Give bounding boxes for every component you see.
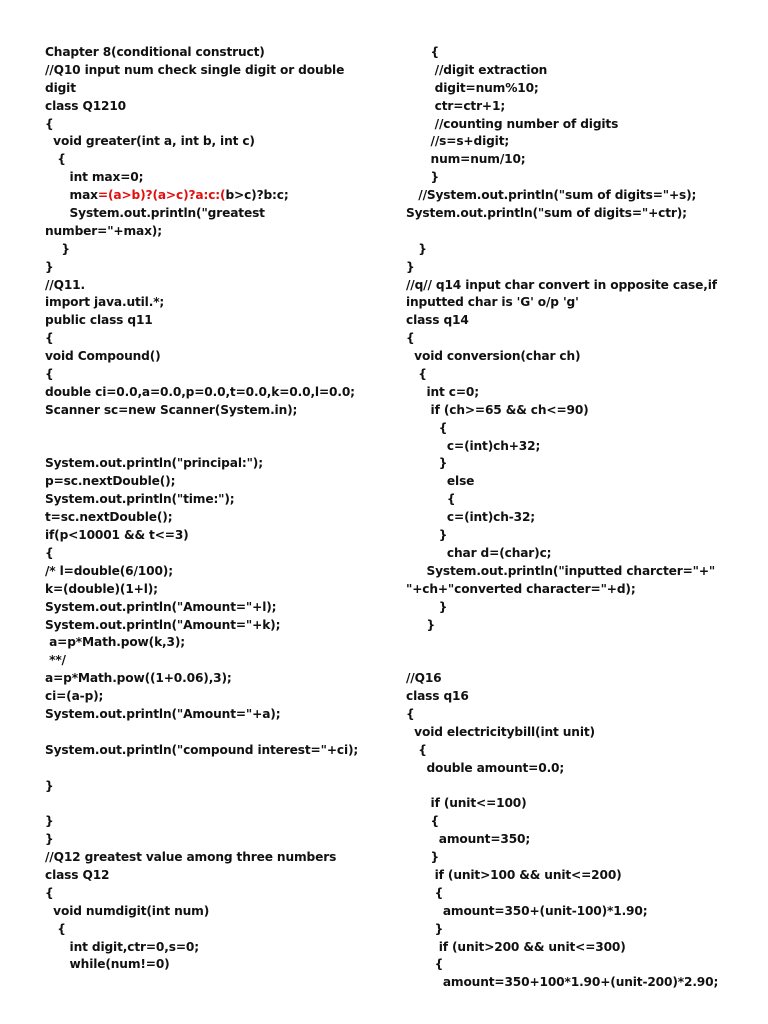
- code-line: //System.out.println("sum of digits="+s);: [406, 188, 697, 203]
- left-code-column: [45, 44, 365, 974]
- code-line: if (unit>200 && unit<=300): [406, 939, 626, 954]
- code-line: System.out.println("time:");: [45, 492, 235, 507]
- code-line: public class q11: [45, 313, 153, 328]
- code-line: number="+max);: [45, 223, 162, 238]
- code-line: {: [406, 331, 415, 346]
- code-line: {: [406, 367, 427, 382]
- code-line: if (unit>100 && unit<=200): [406, 867, 622, 882]
- code-line: }: [45, 259, 54, 274]
- code-line: void greater(int a, int b, int c): [45, 134, 255, 149]
- code-line: a=p*Math.pow((1+0.06),3);: [45, 671, 232, 686]
- code-line: Chapter 8(conditional construct): [45, 45, 265, 59]
- code-line: [45, 420, 365, 438]
- code-line: void numdigit(int num): [45, 903, 210, 918]
- code-line: [45, 795, 365, 813]
- right-code-column: [406, 44, 746, 992]
- code-line: [45, 438, 365, 456]
- code-line: [406, 652, 746, 670]
- code-line: {: [406, 814, 440, 829]
- code-line: class q14: [406, 313, 469, 328]
- code-line: //s=s+digit;: [406, 134, 510, 149]
- code-line: }: [45, 832, 54, 847]
- code-line: void conversion(char ch): [406, 349, 581, 364]
- code-line: {: [45, 152, 66, 167]
- code-line: num=num/10;: [406, 152, 526, 167]
- code-line: k=(double)(1+l);: [45, 581, 158, 596]
- code-line: }: [45, 778, 54, 793]
- code-line: **/: [45, 653, 66, 668]
- code-line: a=p*Math.pow(k,3);: [45, 635, 185, 650]
- code-line: System.out.println("principal:");: [45, 456, 263, 471]
- code-line: if (ch>=65 && ch<=90): [406, 402, 589, 417]
- code-line: while(num!=0): [45, 957, 170, 972]
- code-line: int max=0;: [45, 170, 144, 185]
- code-line: ci=(a-p);: [45, 689, 104, 704]
- code-line: c=(int)ch-32;: [406, 510, 536, 525]
- code-line: [406, 223, 746, 241]
- code-line: {: [45, 545, 54, 560]
- code-line: class Q12: [45, 867, 110, 882]
- code-line: System.out.println("Amount="+l);: [45, 599, 277, 614]
- code-line: void Compound(): [45, 349, 161, 364]
- code-line: digit=num%10;: [406, 80, 539, 95]
- code-line: }: [406, 528, 448, 543]
- code-line: /* l=double(6/100);: [45, 563, 173, 578]
- code-line: Scanner sc=new Scanner(System.in);: [45, 402, 298, 417]
- code-line: {: [406, 45, 440, 59]
- code-line: [406, 634, 746, 652]
- code-line: {: [45, 885, 54, 900]
- code-line: {: [406, 957, 444, 972]
- code-line: }: [406, 241, 427, 256]
- code-line: int digit,ctr=0,s=0;: [45, 939, 199, 954]
- code-line: }: [406, 850, 440, 865]
- code-line: else: [406, 474, 475, 489]
- code-line: {: [45, 921, 66, 936]
- code-line: t=sc.nextDouble();: [45, 510, 173, 525]
- code-line: }: [406, 617, 435, 632]
- highlighted-code-segment: =(a>b)?(a>c)?a:c:(: [97, 188, 226, 203]
- code-line: //Q12 greatest value among three numbers: [45, 850, 337, 865]
- code-line: if(p<10001 && t<=3): [45, 528, 189, 543]
- code-line: }: [406, 170, 440, 185]
- code-line: }: [406, 259, 415, 274]
- code-line: {: [45, 367, 54, 382]
- code-line: }: [45, 241, 70, 256]
- code-line: }: [406, 456, 448, 471]
- code-segment: b>c)?b:c;: [225, 188, 289, 203]
- code-line: [45, 760, 365, 778]
- code-line: System.out.println("sum of digits="+ctr);: [406, 206, 687, 221]
- code-line: //Q16: [406, 671, 442, 686]
- code-line: ctr=ctr+1;: [406, 98, 506, 113]
- code-line: System.out.println("inputted charcter="+": [406, 563, 716, 578]
- code-line: //q// q14 input char convert in opposite case,if: [406, 277, 717, 292]
- code-line: amount=350+(unit-100)*1.90;: [406, 903, 648, 918]
- code-line: amount=350+100*1.90+(unit-200)*2.90;: [406, 975, 719, 990]
- code-line: {: [406, 742, 427, 757]
- code-line: [45, 724, 365, 742]
- code-line: "+ch+"converted character="+d);: [406, 581, 636, 596]
- code-line: {: [406, 420, 448, 435]
- code-line: digit: [45, 80, 76, 95]
- code-line: {: [406, 885, 444, 900]
- code-line: }: [406, 599, 448, 614]
- code-line: class q16: [406, 689, 469, 704]
- code-line: {: [45, 331, 54, 346]
- code-line: System.out.println("Amount="+k);: [45, 617, 281, 632]
- code-line: inputted char is 'G' o/p 'g': [406, 295, 579, 310]
- code-line: double ci=0.0,a=0.0,p=0.0,t=0.0,k=0.0,l=0.0;: [45, 384, 355, 399]
- code-line: void electricitybill(int unit): [406, 724, 595, 739]
- code-line: //counting number of digits: [406, 116, 619, 131]
- code-line: {: [406, 492, 456, 507]
- code-segment: max: [45, 188, 98, 203]
- code-line: [45, 187, 365, 205]
- code-line: [406, 778, 746, 796]
- code-line: int c=0;: [406, 384, 479, 399]
- code-line: double amount=0.0;: [406, 760, 565, 775]
- code-line: }: [45, 814, 54, 829]
- code-line: System.out.println("compound interest="+ci);: [45, 742, 359, 757]
- code-line: amount=350;: [406, 832, 531, 847]
- code-line: {: [45, 116, 54, 131]
- code-line: }: [406, 921, 444, 936]
- code-line: p=sc.nextDouble();: [45, 474, 176, 489]
- code-line: //digit extraction: [406, 62, 548, 77]
- code-line: char d=(char)c;: [406, 545, 552, 560]
- code-line: //Q11.: [45, 277, 85, 292]
- code-line: if (unit<=100): [406, 796, 527, 811]
- code-line: System.out.println("Amount="+a);: [45, 706, 281, 721]
- code-line: c=(int)ch+32;: [406, 438, 541, 453]
- code-line: System.out.println("greatest: [45, 206, 265, 221]
- code-line: class Q1210: [45, 98, 127, 113]
- code-line: {: [406, 706, 415, 721]
- code-line: //Q10 input num check single digit or double: [45, 62, 345, 77]
- code-line: import java.util.*;: [45, 295, 165, 310]
